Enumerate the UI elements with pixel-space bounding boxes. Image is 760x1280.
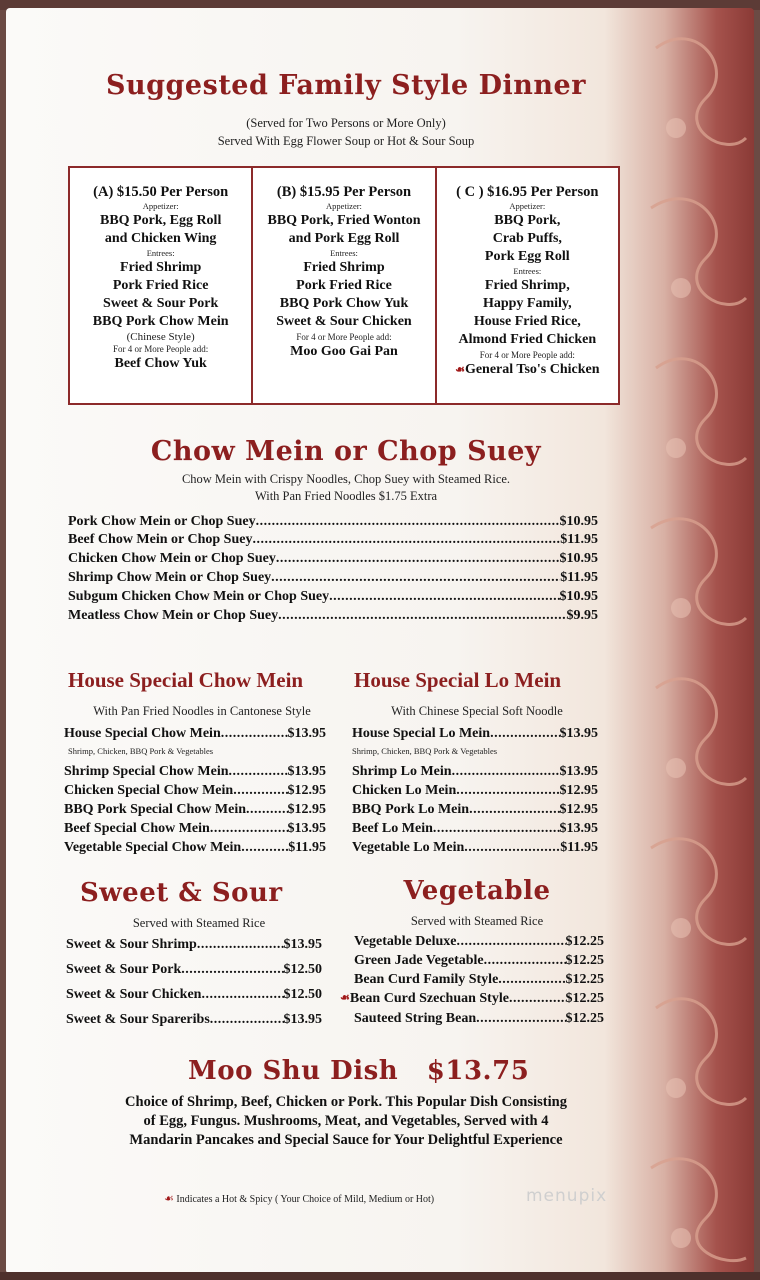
house-lo-mein-item: Chicken Lo Mein ..... $12.95 [352,783,598,799]
set-b-entrees-label: Entrees: [330,248,358,258]
house-lo-mein-item: House Special Lo Mein ..... $13.95 [352,726,598,742]
chow-mein-desc-2: With Pan Fried Noodles $1.75 Extra [254,489,438,503]
hot-pepper-icon: ☙ [340,992,350,1004]
set-b-appetizer-1: BBQ Pork, Fried Wonton [267,213,421,228]
menu-page [6,8,754,1274]
set-a-entree-2: Pork Fried Rice [112,278,209,293]
hot-spicy-legend [164,1192,524,1205]
set-a-style: (Chinese Style) [126,331,195,343]
set-c-appetizer-2: Crab Puffs, [492,231,562,246]
vegetable-item: Bean Curd Family Style ..... $12.25 [354,972,604,988]
chow-mein-item: Meatless Chow Mein or Chop Suey ..... $9.95 [68,608,598,624]
chow-mein-item: Shrimp Chow Mein or Chop Suey ..... $11.95 [68,570,598,586]
chow-mein-desc-1: Chow Mein with Crispy Noodles, Chop Suey with Steamed Rice. [181,472,511,486]
set-b-entree-1: Fried Shrimp [303,260,385,275]
chow-mein-title: Chow Mein or Chop Suey [150,436,542,467]
set-c-entree-2: Happy Family, [482,296,572,311]
set-b-entree-2: Pork Fried Rice [296,278,392,293]
set-b-header: (B) $15.95 Per Person [276,184,412,200]
set-c-entree-3: House Fried Rice, [473,314,581,329]
set-c-appetizer-label: Appetizer: [509,201,546,211]
set-c-header: ( C ) $16.95 Per Person [456,184,599,200]
family-note-1: (Served for Two Persons or More Only) [246,116,446,130]
family-sets-box [68,166,620,405]
set-a-entrees-label: Entrees: [146,248,175,258]
chow-mein-item: Beef Chow Mein or Chop Suey ..... $11.95 [68,532,598,548]
set-a-header: (A) $15.50 Per Person [93,184,229,200]
family-note-2: Served With Egg Flower Soup or Hot & Sour Soup [217,134,475,148]
moo-shu-price: $13.75 [426,1056,530,1086]
sweet-sour-item: Sweet & Sour Spareribs ..... $13.95 [66,1012,322,1028]
chow-mein-item: Pork Chow Mein or Chop Suey ..... $10.95 [68,514,598,530]
vegetable-item: ☙ Bean Curd Szechuan Style ..... $12.25 [340,991,604,1007]
house-chow-mein-item: Shrimp Special Chow Mein ..... $13.95 [64,764,326,780]
photo-bottom-edge [0,1272,760,1280]
house-lo-mein-item: Beef Lo Mein ..... $13.95 [352,821,598,837]
hot-pepper-icon: ☙ [164,1193,174,1205]
house-chow-mein-desc: With Pan Fried Noodles in Cantonese Style [93,704,311,718]
sweet-sour-item: Sweet & Sour Pork ..... $12.50 [66,962,322,978]
set-a-entree-4: BBQ Pork Chow Mein [92,314,229,329]
set-c-appetizer-1: BBQ Pork, [494,213,561,228]
house-lo-mein-item: Vegetable Lo Mein ..... $11.95 [352,840,598,856]
menupix-watermark: menupix [526,1186,608,1206]
house-lo-mein-item: Shrimp Lo Mein ..... $13.95 [352,764,598,780]
set-c-entree-4: Almond Fried Chicken [458,332,597,347]
house-chow-mein-item: Chicken Special Chow Mein ..... $12.95 [64,783,326,799]
vegetable-desc: Served with Steamed Rice [410,914,544,928]
vegetable-item: Green Jade Vegetable ..... $12.25 [354,953,604,969]
sweet-sour-desc: Served with Steamed Rice [132,916,266,930]
chow-mein-item: Subgum Chicken Chow Mein or Chop Suey ..... $10.95 [68,589,598,605]
set-a-entree-1: Fried Shrimp [120,260,202,275]
set-c-add-item: General Tso's Chicken [464,362,600,377]
set-b-add-label: For 4 or More People add: [296,332,392,342]
moo-shu-title: Moo Shu Dish [188,1056,399,1086]
moo-shu-line-3: Mandarin Pancakes and Special Sauce for Your Delightful Experience [129,1132,563,1148]
set-c-entree-1: Fried Shrimp, [484,278,570,293]
set-c-appetizer-3: Pork Egg Roll [484,249,570,264]
moo-shu-heading [188,1056,530,1086]
ornament-border [636,8,754,1274]
set-a [70,168,253,403]
house-chow-mein-item: BBQ Pork Special Chow Mein ..... $12.95 [64,802,326,818]
set-a-appetizer-2: and Chicken Wing [104,231,217,246]
set-b-entree-4: Sweet & Sour Chicken [276,314,412,329]
set-a-add-item: Beef Chow Yuk [114,356,207,371]
vegetable-title: Vegetable [403,876,551,906]
set-b-add-item: Moo Goo Gai Pan [290,344,398,359]
vegetable-item: Vegetable Deluxe ..... $12.25 [354,934,604,950]
family-dinner-title: Suggested Family Style Dinner [106,70,586,101]
set-a-appetizer-label: Appetizer: [142,201,179,211]
house-chow-mein-sub: Shrimp, Chicken, BBQ Pork & Vegetables [68,746,214,756]
hot-pepper-icon: ☙ [455,364,465,376]
sweet-sour-item: Sweet & Sour Chicken ..... $12.50 [66,987,322,1003]
house-lo-mein-item: BBQ Pork Lo Mein ..... $12.95 [352,802,598,818]
chow-mein-item: Chicken Chow Mein or Chop Suey ..... $10.95 [68,551,598,567]
set-a-entree-3: Sweet & Sour Pork [103,296,219,311]
house-chow-mein-item: House Special Chow Mein ..... $13.95 [64,726,326,742]
set-c-add-label: For 4 or More People add: [479,350,575,360]
house-lo-mein-sub: Shrimp, Chicken, BBQ Pork & Vegetables [352,746,498,756]
house-lo-mein-desc: With Chinese Special Soft Noodle [391,704,563,718]
vegetable-item: Sauteed String Bean ..... $12.25 [354,1011,604,1027]
house-chow-mein-title: House Special Chow Mein [68,668,304,692]
set-b [253,168,436,403]
house-lo-mein-title: House Special Lo Mein [354,668,562,692]
set-b-appetizer-2: and Pork Egg Roll [288,231,400,246]
set-c-entrees-label: Entrees: [513,266,542,276]
house-chow-mein-item: Vegetable Special Chow Mein ..... $11.95 [64,840,326,856]
house-chow-mein-item: Beef Special Chow Mein ..... $13.95 [64,821,326,837]
sweet-sour-item: Sweet & Sour Shrimp ..... $13.95 [66,937,322,953]
set-b-entree-3: BBQ Pork Chow Yuk [279,296,409,311]
sweet-sour-title: Sweet & Sour [80,878,283,908]
set-b-appetizer-label: Appetizer: [326,201,362,211]
set-a-appetizer-1: BBQ Pork, Egg Roll [99,213,222,228]
set-c [437,168,618,403]
set-a-add-label: For 4 or More People add: [113,344,209,354]
moo-shu-line-1: Choice of Shrimp, Beef, Chicken or Pork. This Popular Dish Consisting [125,1094,567,1110]
hot-spicy-note: Indicates a Hot & Spicy ( Your Choice of Mild, Medium or Hot) [176,1194,435,1205]
moo-shu-line-2: of Egg, Fungus. Mushrooms, Meat, and Vegetables, Served with 4 [143,1113,549,1129]
